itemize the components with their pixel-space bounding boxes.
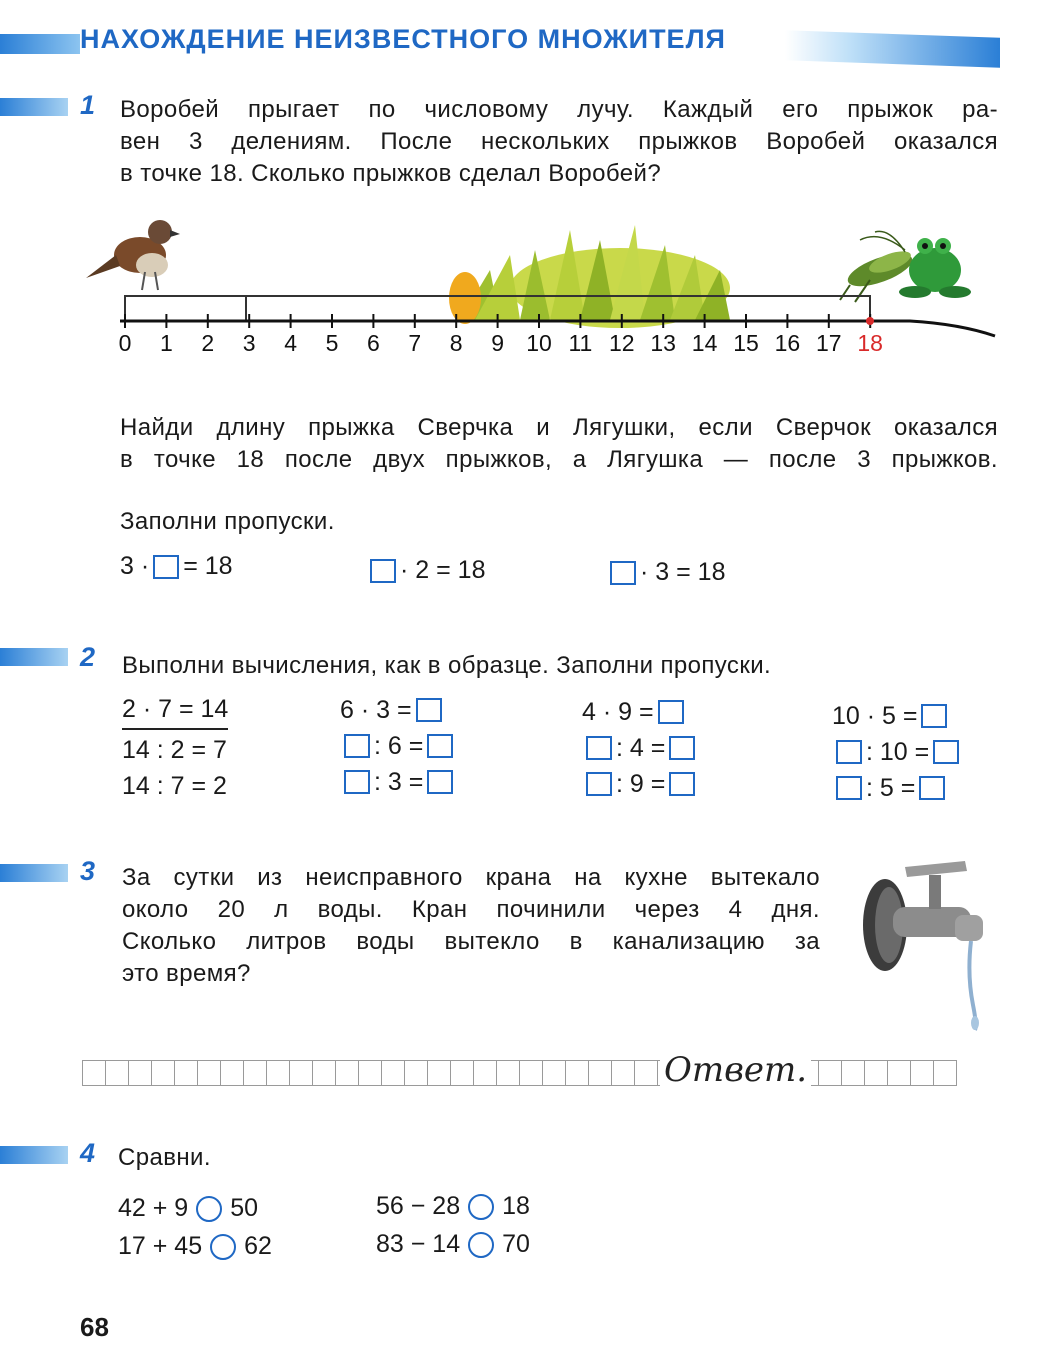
compare-left: 56 − 28	[376, 1192, 461, 1220]
tick-label: 16	[774, 330, 801, 356]
grid-cell[interactable]	[519, 1060, 543, 1086]
grid-cell[interactable]	[841, 1060, 865, 1086]
grid-cell[interactable]	[818, 1060, 842, 1086]
grid-cell[interactable]	[220, 1060, 244, 1086]
header-decor-right	[785, 30, 1000, 68]
grid-cell[interactable]	[565, 1060, 589, 1086]
tick-label: 4	[284, 330, 297, 356]
compare-circle[interactable]	[196, 1196, 222, 1222]
compare-item	[118, 1232, 272, 1261]
answer-box[interactable]	[586, 772, 612, 796]
task-marker-bar	[0, 1146, 68, 1164]
sample-line: 2 · 7 = 14	[122, 692, 228, 730]
equation-2	[366, 556, 485, 585]
grid-cell[interactable]	[82, 1060, 106, 1086]
equation-1	[120, 552, 233, 581]
task1-question-line: Найди длину прыжка Сверчка и Лягушки, если Сверчок оказался	[120, 414, 998, 441]
grid-cell[interactable]	[358, 1060, 382, 1086]
task-number-3: 3	[80, 856, 96, 886]
answer-box[interactable]	[427, 734, 453, 758]
tick-label: 15	[733, 330, 759, 356]
compare-item	[376, 1230, 530, 1259]
grid-cell[interactable]	[887, 1060, 911, 1086]
sample-line: 14 : 2 = 7	[122, 735, 227, 764]
grid-cell[interactable]	[404, 1060, 428, 1086]
answer-box[interactable]	[344, 734, 370, 758]
task3-text	[122, 862, 820, 990]
grid-cell[interactable]	[496, 1060, 520, 1086]
answer-box[interactable]	[344, 770, 370, 794]
compare-item	[376, 1192, 530, 1221]
grid-cell[interactable]	[427, 1060, 451, 1086]
compare-right: 62	[244, 1232, 272, 1260]
tick-label: 13	[650, 330, 676, 356]
task-marker-bar	[0, 864, 68, 882]
answer-box[interactable]	[427, 770, 453, 794]
grid-cell[interactable]	[450, 1060, 474, 1086]
equation-3	[606, 558, 725, 587]
frog-illustration	[899, 238, 971, 298]
calc-mid: : 4 =	[616, 733, 666, 762]
grass-illustration	[449, 225, 730, 328]
tick-label: 18	[857, 330, 883, 356]
task-marker-bar	[0, 648, 68, 666]
answer-box[interactable]	[153, 555, 179, 579]
answer-box[interactable]	[669, 736, 695, 760]
tick-label: 3	[242, 330, 256, 356]
grid-cell[interactable]	[105, 1060, 129, 1086]
grid-cell[interactable]	[197, 1060, 221, 1086]
task1-line: в точке 18. Сколько прыжков сделал Воробей?	[120, 160, 662, 187]
answer-box[interactable]	[919, 776, 945, 800]
sample-calculation	[122, 692, 228, 804]
grid-cell[interactable]	[312, 1060, 336, 1086]
answer-box[interactable]	[836, 740, 862, 764]
answer-box[interactable]	[921, 704, 947, 728]
compare-left: 42 + 9	[118, 1194, 189, 1222]
answer-box[interactable]	[669, 772, 695, 796]
answer-box[interactable]	[416, 698, 442, 722]
tick-label: 11	[568, 330, 593, 356]
task3-line: около 20 л воды. Кран починили через 4 дня.	[122, 896, 820, 923]
tick-label: 2	[201, 330, 215, 356]
grid-cell[interactable]	[289, 1060, 313, 1086]
tick-label: 12	[609, 330, 635, 356]
tick-label: 8	[449, 330, 463, 356]
compare-left: 17 + 45	[118, 1232, 203, 1260]
task1-question-line: в точке 18 после двух прыжков, а Лягушка — после 3 прыжков.	[120, 446, 998, 473]
grid-cell[interactable]	[174, 1060, 198, 1086]
answer-box[interactable]	[610, 561, 636, 585]
calc-top: 4 · 9 =	[582, 697, 654, 726]
grid-cell[interactable]	[588, 1060, 612, 1086]
eq1-left: 3 ·	[120, 552, 150, 580]
calc-mid: : 10 =	[866, 737, 930, 766]
task3-line: За сутки из неисправного крана на кухне вытекало	[122, 864, 820, 891]
calc-bot: : 5 =	[866, 773, 916, 802]
answer-box[interactable]	[586, 736, 612, 760]
tick-label: 9	[491, 330, 504, 356]
calc-column-2	[582, 694, 699, 802]
grid-cell[interactable]	[473, 1060, 497, 1086]
number-line-illustration	[80, 210, 1010, 340]
task1-line: вен 3 делениям. После нескольких прыжков Воробей оказался	[120, 128, 998, 155]
answer-box[interactable]	[836, 776, 862, 800]
tick-label: 0	[118, 330, 132, 356]
task-number-4: 4	[80, 1138, 96, 1168]
answer-box[interactable]	[370, 559, 396, 583]
answer-box[interactable]	[933, 740, 959, 764]
eq2-right: · 2 = 18	[400, 556, 486, 584]
grid-cell[interactable]	[128, 1060, 152, 1086]
task3-line: это время?	[122, 960, 251, 987]
compare-item	[118, 1194, 258, 1223]
grid-cell[interactable]	[266, 1060, 290, 1086]
calc-bot: : 3 =	[374, 767, 424, 796]
grid-cell[interactable]	[864, 1060, 888, 1086]
tick-label: 1	[159, 330, 173, 356]
calc-mid: : 6 =	[374, 731, 424, 760]
tick-label: 6	[366, 330, 380, 356]
calc-top: 10 · 5 =	[832, 701, 918, 730]
tick-label: 17	[816, 330, 842, 356]
answer-box[interactable]	[658, 700, 684, 724]
grid-cell[interactable]	[335, 1060, 359, 1086]
page-title: НАХОЖДЕНИЕ НЕИЗВЕСТНОГО МНОЖИТЕЛЯ	[80, 24, 726, 54]
task1-question	[120, 412, 998, 476]
task-number-1: 1	[80, 90, 96, 120]
grid-cell[interactable]	[151, 1060, 175, 1086]
answer-grid[interactable]	[82, 1060, 956, 1088]
faucet-illustration	[855, 855, 1000, 1035]
tick-label: 14	[691, 330, 718, 356]
grid-cell[interactable]	[933, 1060, 957, 1086]
calc-top: 6 · 3 =	[340, 695, 412, 724]
task2-text: Выполни вычисления, как в образце. Заполни пропуски.	[122, 652, 772, 679]
calc-bot: : 9 =	[616, 769, 666, 798]
tick-label: 7	[408, 330, 422, 356]
compare-left: 83 − 14	[376, 1230, 461, 1258]
eq3-right: · 3 = 18	[640, 558, 726, 586]
task3-line: Сколько литров воды вытекло в канализацию за	[122, 928, 820, 955]
grid-cell[interactable]	[243, 1060, 267, 1086]
task-marker-bar	[0, 98, 68, 116]
grid-cell[interactable]	[910, 1060, 934, 1086]
header-decor-left	[0, 34, 80, 54]
task1-line: Воробей прыгает по числовому лучу. Каждый его прыжок ра-	[120, 96, 998, 123]
compare-circle[interactable]	[210, 1234, 236, 1260]
compare-circle[interactable]	[468, 1194, 494, 1220]
eq1-right: = 18	[183, 552, 233, 580]
task1-text	[120, 94, 998, 190]
calc-column-3	[832, 698, 963, 806]
tick-label: 5	[325, 330, 339, 356]
task-number-2: 2	[80, 642, 96, 672]
compare-right: 50	[230, 1194, 259, 1222]
sample-line: 14 : 7 = 2	[122, 771, 227, 800]
compare-right: 18	[502, 1192, 530, 1220]
fill-instruction: Заполни пропуски.	[120, 508, 335, 535]
grid-cell[interactable]	[381, 1060, 405, 1086]
task4-text: Сравни.	[118, 1144, 211, 1171]
compare-circle[interactable]	[468, 1232, 494, 1258]
grid-cell[interactable]	[634, 1060, 658, 1086]
grid-cell[interactable]	[611, 1060, 635, 1086]
tick-label: 10	[526, 330, 552, 356]
page-number: 68	[80, 1312, 109, 1342]
calc-column-1	[340, 692, 457, 800]
number-line-labels	[0, 330, 1049, 362]
sparrow-illustration	[86, 220, 180, 290]
grid-cell[interactable]	[542, 1060, 566, 1086]
answer-label: Ответ.	[660, 1050, 811, 1090]
compare-right: 70	[502, 1230, 530, 1258]
